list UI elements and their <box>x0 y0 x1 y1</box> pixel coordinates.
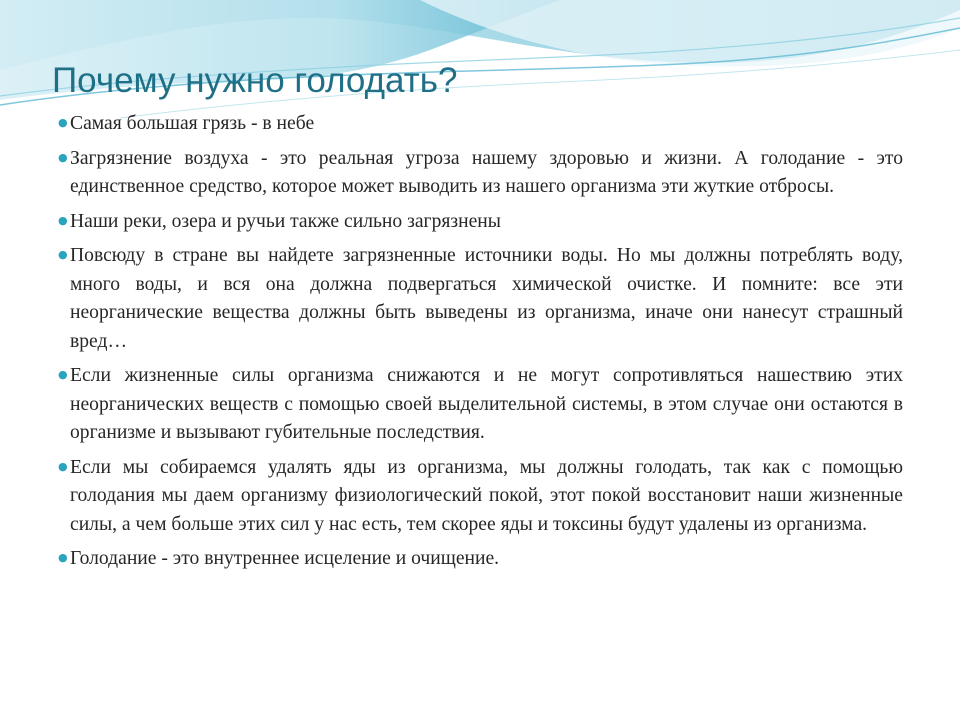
list-item <box>58 454 903 540</box>
bullet-text: Если мы собираемся удалять яды из организма, мы должны голодать, так как с помощью голодания мы даем организму физиологический покой, этот покой восстановит наши жизненные силы, а чем больше этих сил у нас есть, тем скорее яды и токсины будут удалены из организма. <box>70 456 903 535</box>
bullet-text: Наши реки, озера и ручьи также сильно загрязнены <box>70 210 501 232</box>
list-item <box>58 208 903 237</box>
bullet-text: Повсюду в стране вы найдете загрязненные источники воды. Но мы должны потреблять воду, много воды, и вся она должна подвергаться химической очистке. И помните: все эти неорганические вещества должны быть выведены из организма, иначе они нанесут страшный вред… <box>70 245 903 352</box>
bullet-text: Если жизненные силы организма снижаются и не могут сопротивляться нашествию этих неорганических веществ с помощью своей выделительной системы, в этом случае они остаются в организме и вызывают губительные последствия. <box>70 365 903 443</box>
bullet-dot-icon: ● <box>58 150 68 164</box>
bullet-list <box>58 110 903 574</box>
list-item <box>58 110 903 139</box>
bullet-text: Загрязнение воздуха - это реальная угроза нашему здоровью и жизни. А голодание - это единственное средство, которое может выводить из нашего организма эти жуткие отбросы. <box>70 147 903 197</box>
list-item <box>58 362 903 448</box>
list-item <box>58 145 903 202</box>
bullet-dot-icon: ● <box>58 213 68 227</box>
list-item <box>58 545 903 574</box>
bullet-dot-icon: ● <box>58 368 68 381</box>
bullet-dot-icon: ● <box>58 551 68 564</box>
bullet-dot-icon: ● <box>58 116 68 129</box>
bullet-text: Голодание - это внутреннее исцеление и очищение. <box>70 548 500 569</box>
bullet-dot-icon: ● <box>58 459 68 473</box>
bullet-dot-icon: ● <box>58 248 68 261</box>
bullet-text: Самая большая грязь - в небе <box>70 113 315 134</box>
slide-title: Почему нужно голодать? <box>52 61 458 100</box>
list-item <box>58 242 903 356</box>
